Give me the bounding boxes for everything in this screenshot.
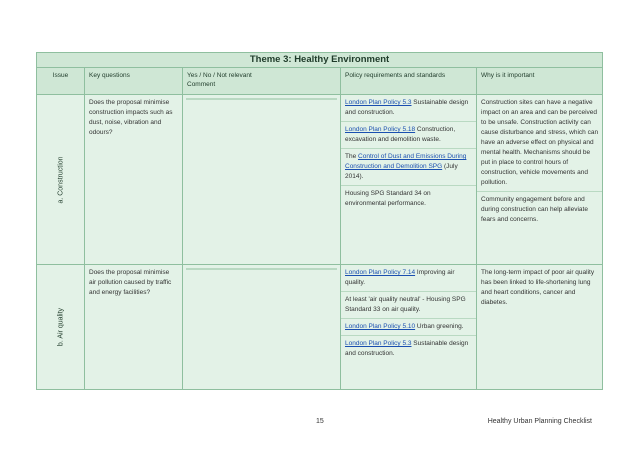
issue-label: b. Air quality <box>57 307 64 347</box>
comment-cell <box>183 95 341 265</box>
policy-item <box>341 95 476 122</box>
policy-item <box>341 122 476 149</box>
question-cell <box>85 265 183 390</box>
why-cell <box>477 265 603 390</box>
policy-text: Urban greening. <box>415 323 464 330</box>
why-cell <box>477 95 603 265</box>
policy-item <box>341 336 476 362</box>
comment-field[interactable] <box>186 268 337 270</box>
policy-text: Sustainable design and construction. <box>345 340 469 357</box>
policy-cell <box>341 95 477 265</box>
policy-link[interactable]: London Plan Policy 5.3 <box>345 99 412 106</box>
policy-prefix: Housing SPG Standard 34 on environmental performance. <box>345 190 431 207</box>
header-why: Why is it important <box>477 68 603 95</box>
comment-field[interactable] <box>186 98 337 100</box>
page-number: 15 <box>316 418 324 425</box>
question-cell <box>85 95 183 265</box>
policy-item <box>341 265 476 292</box>
table-row <box>37 95 603 265</box>
header-yes-no <box>183 68 341 95</box>
policy-text: (July 2014). <box>345 163 458 180</box>
policy-link[interactable]: London Plan Policy 7.14 <box>345 269 416 276</box>
policy-prefix: The <box>345 153 359 160</box>
theme-title: Theme 3: Healthy Environment <box>37 53 603 68</box>
theme-table <box>36 52 603 390</box>
policy-cell <box>341 265 477 390</box>
question-text: Does the proposal minimise air pollution caused by traffic and energy facilities? <box>89 269 172 296</box>
header-key-questions: Key questions <box>85 68 183 95</box>
checklist-sheet <box>36 52 602 384</box>
policy-item <box>341 292 476 319</box>
why-text: Community engagement before and during construction can help alleviate fears and concerns. <box>481 196 588 223</box>
policy-link[interactable]: Control of Dust and Emissions During Construction and Demolition SPG <box>345 153 467 170</box>
question-text: Does the proposal minimise construction impacts such as dust, noise, vibration and odours? <box>89 99 173 136</box>
document-title: Healthy Urban Planning Checklist <box>487 418 592 425</box>
policy-item <box>341 319 476 336</box>
header-comment-label: Comment <box>187 81 216 88</box>
policy-text: Sustainable design and construction. <box>345 99 469 116</box>
policy-item <box>341 186 476 212</box>
why-text: The long-term impact of poor air quality has been linked to life-shortening lung and heart conditions, cancer and diabetes. <box>481 269 595 306</box>
issue-label: a. Construction <box>57 155 64 204</box>
why-text: Construction sites can have a negative impact on an area and can be perceived to be unsafe. Construction activity can cause disturbance and stress, which can have an adverse effect on physical and mental health. Mechanisms should be put in place to control hours of construction, vehicle movements and pollution. <box>477 95 602 192</box>
policy-text: Construction, excavation and demolition waste. <box>345 126 456 143</box>
policy-prefix: At least 'air quality neutral' - Housing SPG Standard 33 on air quality. <box>345 296 466 313</box>
comment-cell <box>183 265 341 390</box>
issue-cell <box>37 265 85 390</box>
issue-cell <box>37 95 85 265</box>
policy-link[interactable]: London Plan Policy 5.10 <box>345 323 416 330</box>
policy-item <box>341 149 476 186</box>
header-policy: Policy requirements and standards <box>341 68 477 95</box>
header-yes-no-label: Yes / No / Not relevant <box>187 72 252 79</box>
table-row <box>37 265 603 390</box>
policy-link[interactable]: London Plan Policy 5.18 <box>345 126 416 133</box>
policy-text: Improving air quality. <box>345 269 455 286</box>
policy-link[interactable]: London Plan Policy 5.3 <box>345 340 412 347</box>
header-issue: Issue <box>37 68 85 95</box>
